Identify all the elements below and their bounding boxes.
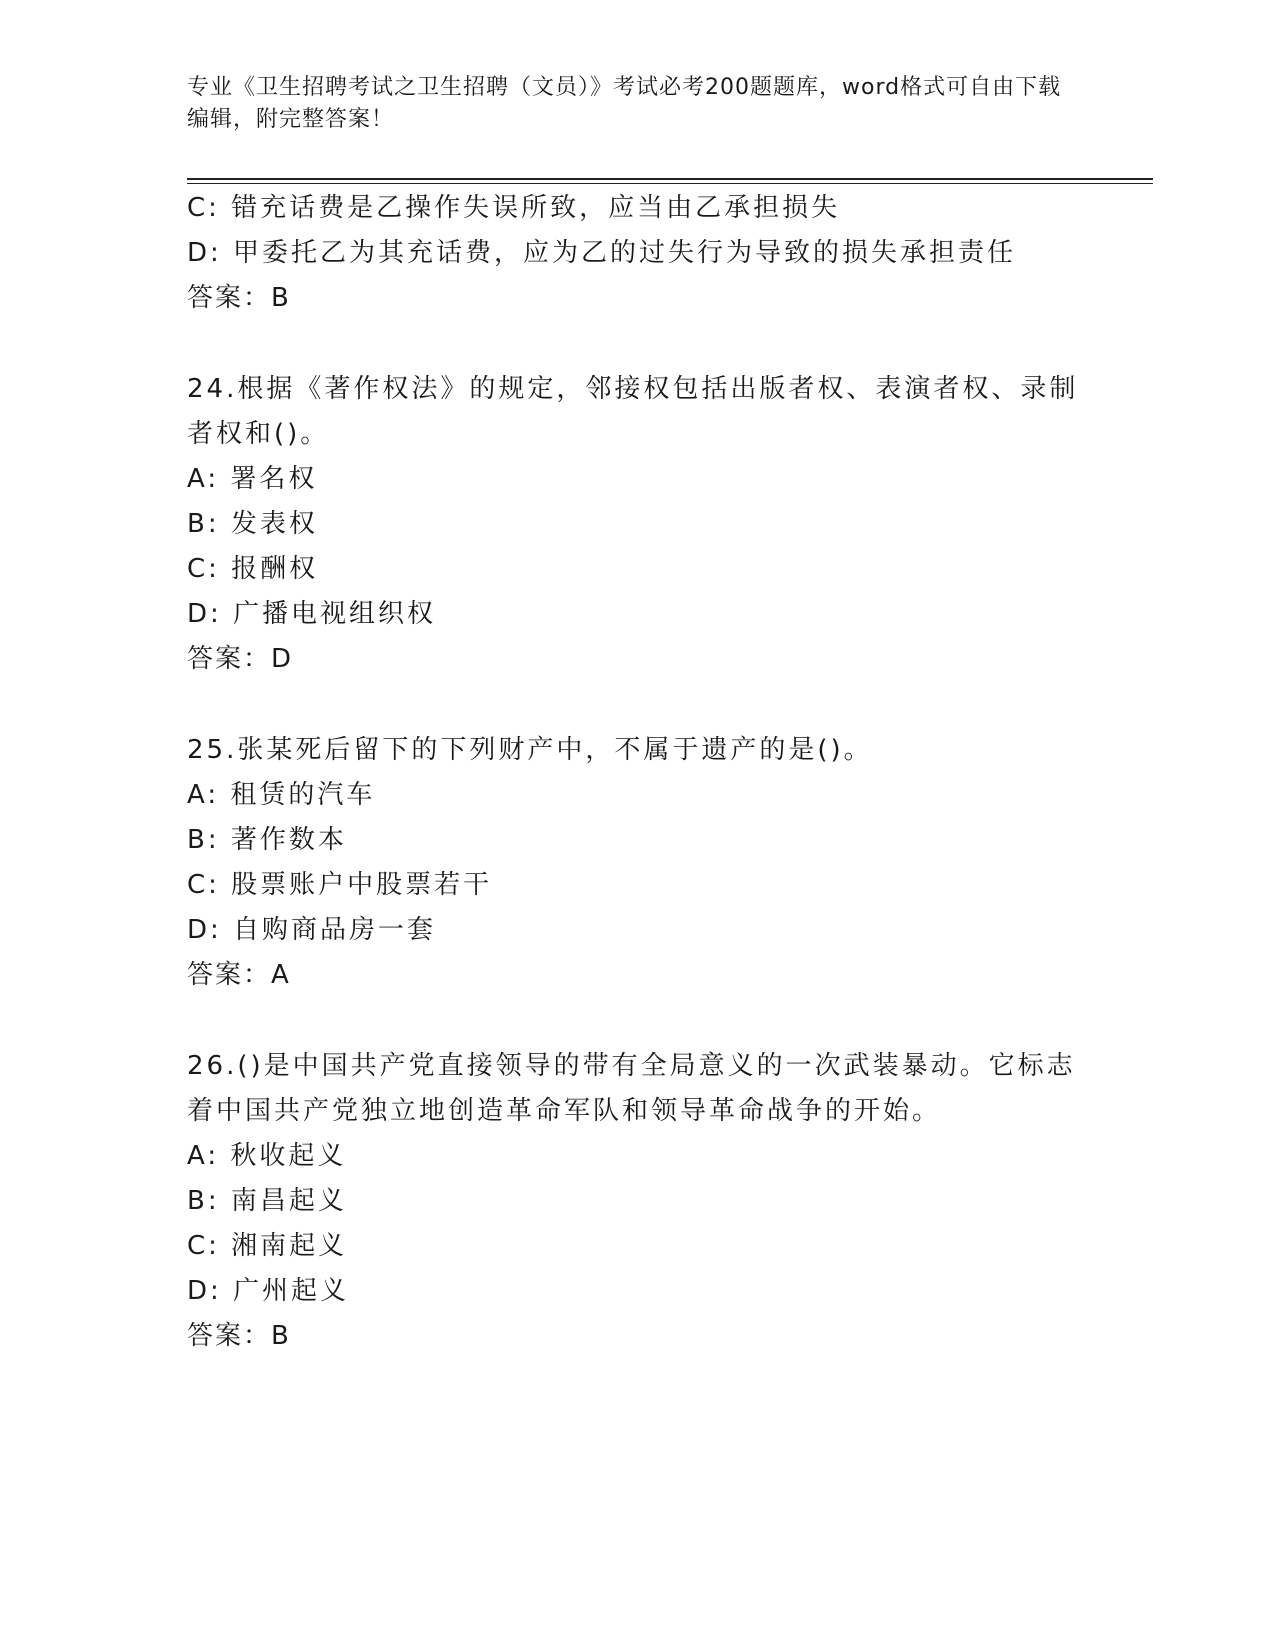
- option-a: A: 署名权: [187, 464, 318, 494]
- question-text: 24.根据《著作权法》的规定，邻接权包括出版者权、表演者权、录制者权和()。: [187, 374, 1079, 449]
- option-b: B: 南昌起义: [187, 1186, 347, 1216]
- question-26: [187, 1044, 1087, 1359]
- question-content: [187, 186, 1087, 1359]
- option-d: D: 广州起义: [187, 1276, 350, 1306]
- option-c: C: 错充话费是乙操作失误所致，应当由乙承担损失: [187, 193, 841, 223]
- header-divider-thin: [187, 183, 1153, 184]
- option-d: D: 甲委托乙为其充话费，应为乙的过失行为导致的损失承担责任: [187, 238, 1017, 268]
- question-text: 26.()是中国共产党直接领导的带有全局意义的一次武装暴动。它标志着中国共产党独立地创造革命军队和领导革命战争的开始。: [187, 1051, 1076, 1126]
- question-25: [187, 728, 1087, 998]
- option-a: A: 秋收起义: [187, 1141, 347, 1171]
- answer: 答案：B: [187, 283, 291, 313]
- option-c: C: 股票账户中股票若干: [187, 870, 493, 900]
- answer: 答案：A: [187, 960, 291, 990]
- option-b: B: 发表权: [187, 509, 318, 539]
- page-header: 专业《卫生招聘考试之卫生招聘（文员）》考试必考200题题库，word格式可自由下载编辑，附完整答案！: [187, 75, 1062, 132]
- option-b: B: 著作数本: [187, 825, 347, 855]
- question-24: [187, 367, 1087, 682]
- answer: 答案：B: [187, 1321, 291, 1351]
- option-d: D: 自购商品房一套: [187, 915, 437, 945]
- option-a: A: 租赁的汽车: [187, 780, 376, 810]
- header-divider: [187, 178, 1153, 180]
- previous-question-tail: [187, 186, 1087, 321]
- option-c: C: 湘南起义: [187, 1231, 348, 1261]
- answer: 答案：D: [187, 644, 294, 674]
- option-c: C: 报酬权: [187, 554, 319, 584]
- option-d: D: 广播电视组织权: [187, 599, 437, 629]
- question-text: 25.张某死后留下的下列财产中，不属于遗产的是()。: [187, 735, 873, 765]
